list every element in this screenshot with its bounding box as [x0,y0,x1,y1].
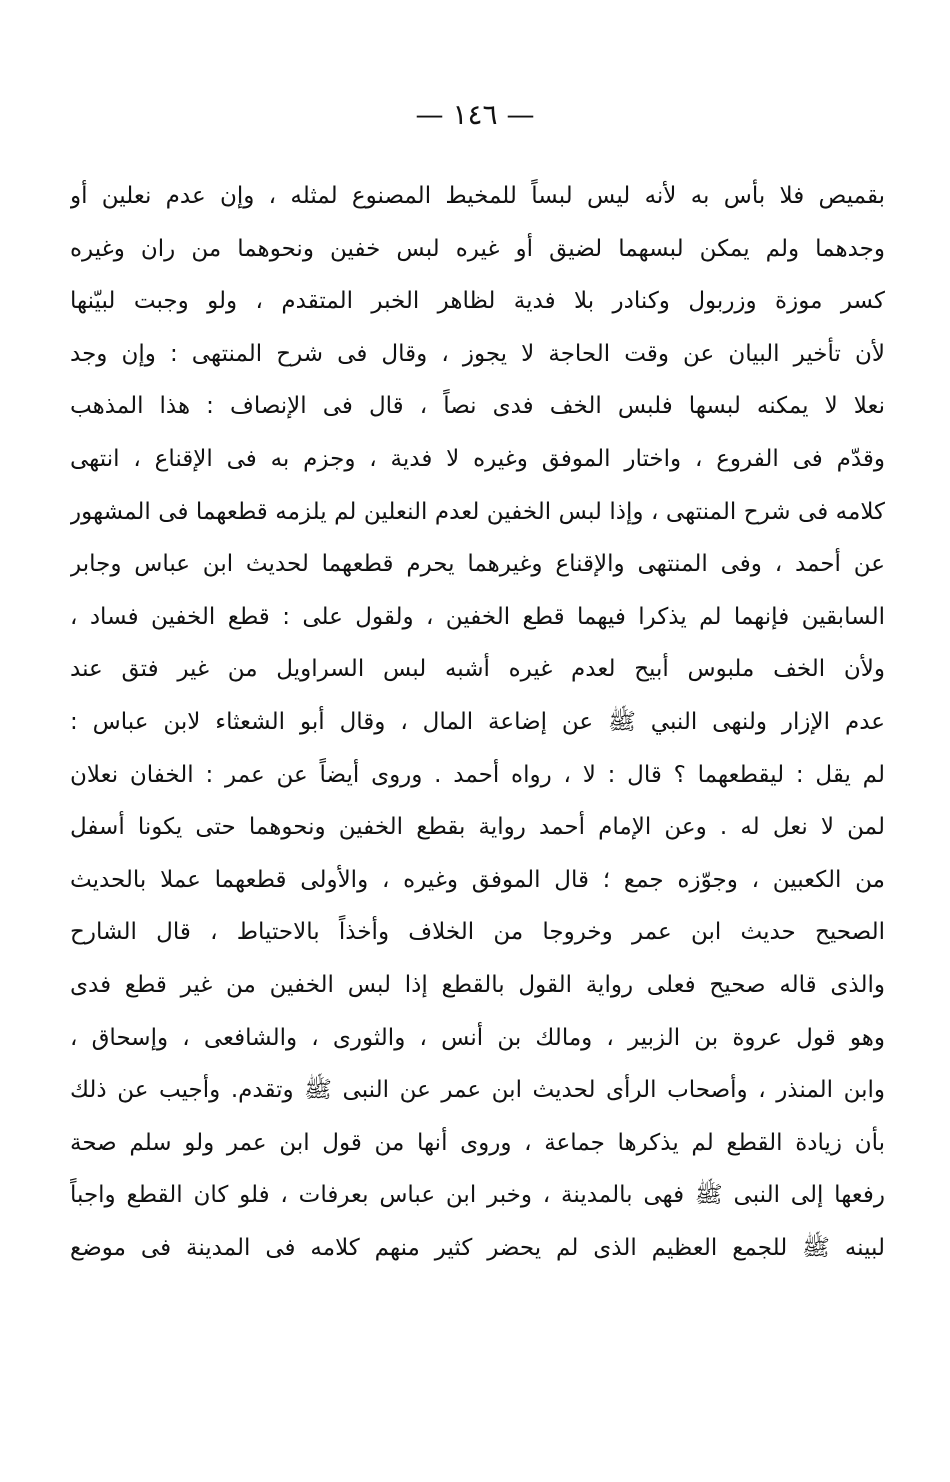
text-line: لمن لا نعل له . وعن الإمام أحمد رواية بقطع الخفين ونحوهما حتى يكونا أسفل [70,814,885,841]
text-line: نعلا لا يمكنه لبسها فلبس الخف فدى نصاً ، قال فى الإنصاف : هذا المذهب [70,393,885,420]
text-line: من الكعبين ، وجوّزه جمع ؛ قال الموفق وغيره ، والأولى قطعهما عملا بالحديث [70,866,885,893]
page-number: — ١٤٦ — [415,98,535,131]
text-line: السابقين فإنهما لم يذكرا فيهما قطع الخفين ، ولقول على : قطع الخفين فساد ، [70,603,885,630]
text-line: لبينه ﷺ للجمع العظيم الذى لم يحضر كثير منهم كلامه فى المدينة فى موضع [70,1234,885,1261]
text-line: وابن المنذر ، وأصحاب الرأى لحديث ابن عمر عن النبى ﷺ وتقدم. وأجيب عن ذلك [70,1077,885,1104]
text-line: بقميص فلا بأس به لأنه ليس لبساً للمخيط المصنوع لمثله ، وإن عدم نعلين أو [70,183,885,209]
text-line: لم يقل : ليقطعهما ؟ قال : لا ، رواه أحمد . وروى أيضاً عن عمر : الخفان نعلان [70,761,885,788]
text-line: عن أحمد ، وفى المنتهى والإقناع وغيرهما يحرم قطعهما لحديث ابن عباس وجابر [70,551,885,578]
text-line: ولأن الخف ملبوس أبيح لعدم غيره أشبه لبس السراويل من غير فتق عند [70,656,885,683]
text-line: لأن تأخير البيان عن وقت الحاجة لا يجوز ، وقال فى شرح المنتهى : وإن وجد [70,340,885,367]
text-line: والذى قاله صحيح فعلى رواية القول بالقطع إذا لبس الخفين من غير قطع فدى [70,971,885,998]
text-line: وجدهما ولم يمكن لبسهما لضيق أو غيره لبس خفين ونحوهما من ران وغيره [70,235,885,262]
text-line: بأن زيادة القطع لم يذكرها جماعة ، وروى أنها من قول ابن عمر ولو سلم صحة [70,1129,885,1156]
text-line: كسر موزة وزربول وكنادر بلا فدية لظاهر الخبر المتقدم ، ولو وجبت لبيّنها [70,288,885,315]
text-line: وهو قول عروة بن الزبير ، ومالك بن أنس ، والثورى ، والشافعى ، وإسحاق ، [70,1024,885,1051]
text-line: الصحيح حديث ابن عمر وخروجا من الخلاف وأخذاً بالاحتياط ، قال الشارح [70,919,885,946]
page-body-text [70,170,885,1274]
text-line: عدم الإزار ولنهى النبي ﷺ عن إضاعة المال ، وقال أبو الشعثاء لابن عباس : [70,708,885,735]
text-line: رفعها إلى النبى ﷺ فهى بالمدينة ، وخبر ابن عباس بعرفات ، فلو كان القطع واجباً [70,1182,885,1209]
text-line: وقدّم فى الفروع ، واختار الموفق وغيره لا فدية ، وجزم به فى الإقناع ، انتهى [70,445,885,472]
text-line: كلامه فى شرح المنتهى ، وإذا لبس الخفين لعدم النعلين لم يلزمه قطعهما فى المشهور [70,498,885,525]
